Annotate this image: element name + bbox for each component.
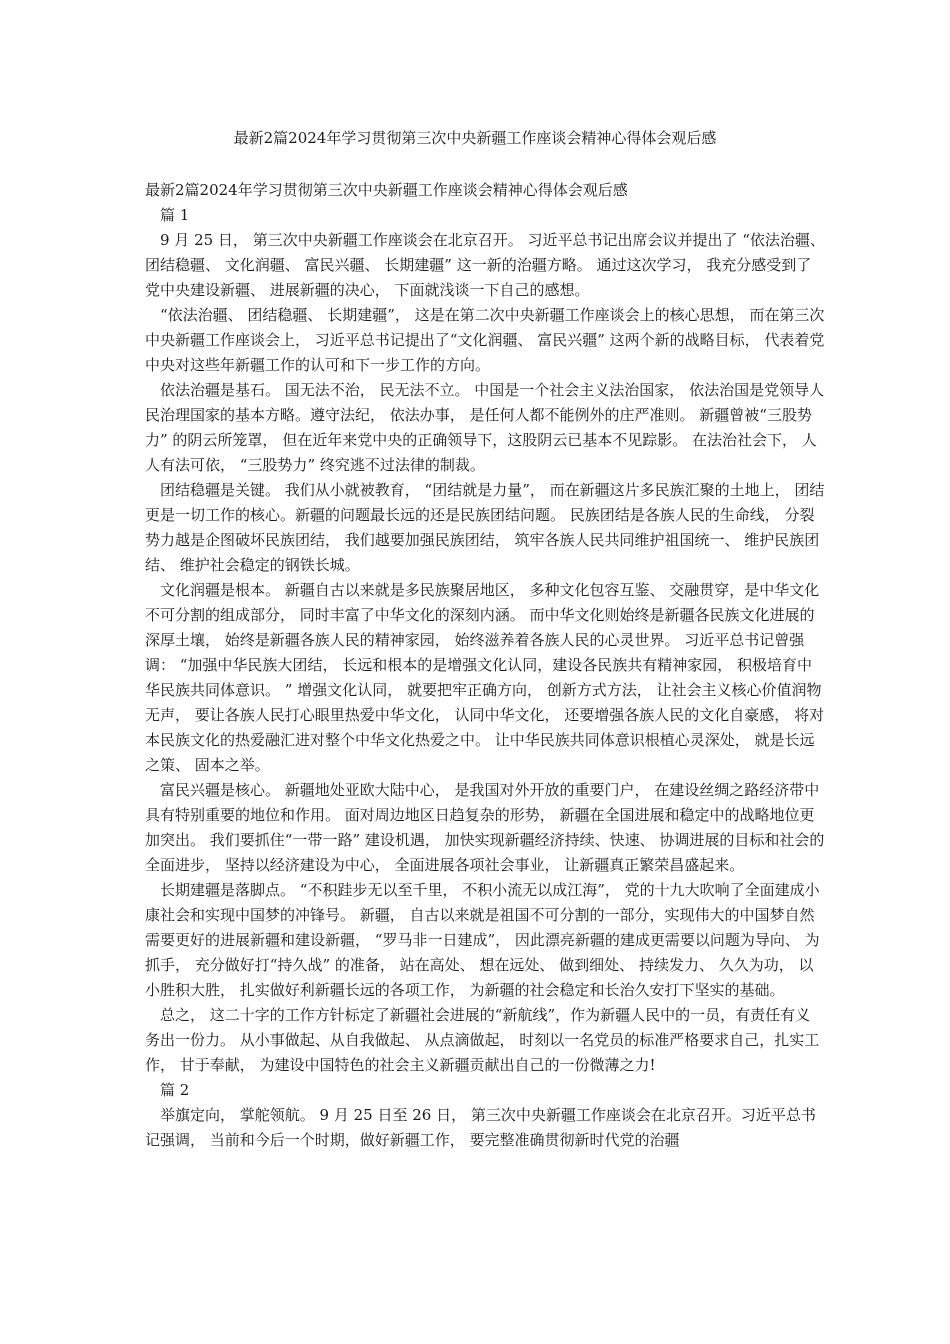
section-heading-2: 篇 2 [160, 1081, 190, 1099]
paragraph: 团结稳疆是关键。 我们从小就被教育， “团结就是力量”， 而在新疆这片多民族汇聚的土地上， 团结更是一切工作的核心。新疆的问题最长远的还是民族团结问题。 民族团结是各族人民的生命线， 分裂势力越是企图破坏民族团结， 我们越要加强民族团结， 筑牢各族人民共同维护祖国统一、 维护民族团结、 维护社会稳定的钢铁长城。 [145, 481, 825, 574]
paragraph: “依法治疆、 团结稳疆、 长期建疆”， 这是在第二次中央新疆工作座谈会上的核心思想， 而在第三次中央新疆工作座谈会上， 习近平总书记提出了“文化润疆、 富民兴疆” 这两个新的战略目标， 代表着党中央对这些年新疆工作的认可和下一步工作的方向。 [145, 306, 825, 374]
paragraph: 长期建疆是落脚点。 “不积跬步无以至千里， 不积小流无以成江海”， 党的十九大吹响了全面建成小康社会和实现中国梦的冲锋号。 新疆， 自古以来就是祖国不可分割的一部分，实现伟大的中国梦自然需要更好的进展新疆和建设新疆， “罗马非一日建成”， 因此漂亮新疆的建成更需要以问题为导向、 为抓手， 充分做好打“持久战” 的准备， 站在高处、 想在远处、 做到细处、 持续发力、 久久为功， 以小胜积大胜， 扎实做好利新疆长远的各项工作， 为新疆的社会稳定和长治久安打下坚实的基础。 [145, 881, 820, 999]
document-title: 最新2篇2024年学习贯彻第三次中央新疆工作座谈会精神心得体会观后感 [233, 129, 717, 147]
paragraph: 总之， 这二十字的工作方针标定了新疆社会进展的“新航线”，作为新疆人民中的一员，有责任有义务出一份力。 从小事做起、从自我做起、 从点滴做起， 时刻以一名党员的标准严格要求自己，扎实工作， 甘于奉献， 为建设中国特色的社会主义新疆贡献出自己的一份微薄之力! [145, 1006, 820, 1074]
paragraph: 富民兴疆是核心。 新疆地处亚欧大陆中心， 是我国对外开放的重要门户， 在建设丝绸之路经济带中具有特别重要的地位和作用。 面对周边地区日趋复杂的形势， 新疆在全国进展和稳定中的战略地位更加突出。 我们要抓住“一带一路” 建设机遇， 加快实现新疆经济持续、快速、 协调进展的目标和社会的全面进步， 坚持以经济建设为中心， 全面进展各项社会事业， 让新疆真正繁荣昌盛起来。 [145, 781, 825, 874]
paragraph: 文化润疆是根本。 新疆自古以来就是多民族聚居地区， 多种文化包容互鉴、 交融贯穿，是中华文化不可分割的组成部分， 同时丰富了中华文化的深刻内涵。 而中华文化则始终是新疆各民族文化进展的深厚土壤， 始终是新疆各族人民的精神家园， 始终滋养着各族人民的心灵世界。 习近平总书记曾强调： “加强中华民族大团结， 长远和根本的是增强文化认同，建设各民族共有精神家园， 积极培育中华民族共同体意识。 ” 增强文化认同， 就要把牢正确方向， 创新方式方法， 让社会主义核心价值润物无声， 要让各族人民打心眼里热爱中华文化， 认同中华文化， 还要增强各族人民的文化自豪感， 将对本民族文化的热爱融汇进对整个中华文化热爱之中。 让中华民族共同体意识根植心灵深处， 就是长远之策、 固本之举。 [145, 581, 825, 774]
paragraph: 举旗定向， 掌舵领航。 9 月 25 日至 26 日， 第三次中央新疆工作座谈会在北京召开。习近平总书记强调， 当前和今后一个时期，做好新疆工作， 要完整准确贯彻新时代党的治疆 [145, 1106, 816, 1149]
document-subtitle: 最新2篇2024年学习贯彻第三次中央新疆工作座谈会精神心得体会观后感 [145, 181, 628, 199]
section-heading-1: 篇 1 [160, 206, 190, 224]
paragraph: 依法治疆是基石。 国无法不治， 民无法不立。 中国是一个社会主义法治国家， 依法治国是党领导人民治理国家的基本方略。遵守法纪， 依法办事， 是任何人都不能例外的庄严准则。 新疆曾被“三股势力” 的阴云所笼罩， 但在近年来党中央的正确领导下，这股阴云已基本不见踪影。 在法治社会下， 人人有法可依， “三股势力” 终究逃不过法律的制裁。 [145, 381, 825, 474]
document-body [145, 178, 825, 1153]
paragraph: 9 月 25 日， 第三次中央新疆工作座谈会在北京召开。 习近平总书记出席会议并提出了 “依法治疆、 团结稳疆、 文化润疆、 富民兴疆、 长期建疆” 这一新的治疆方略。 通过这次学习， 我充分感受到了党中央建设新疆、 进展新疆的决心， 下面就浅谈一下自己的感想。 [145, 231, 825, 299]
